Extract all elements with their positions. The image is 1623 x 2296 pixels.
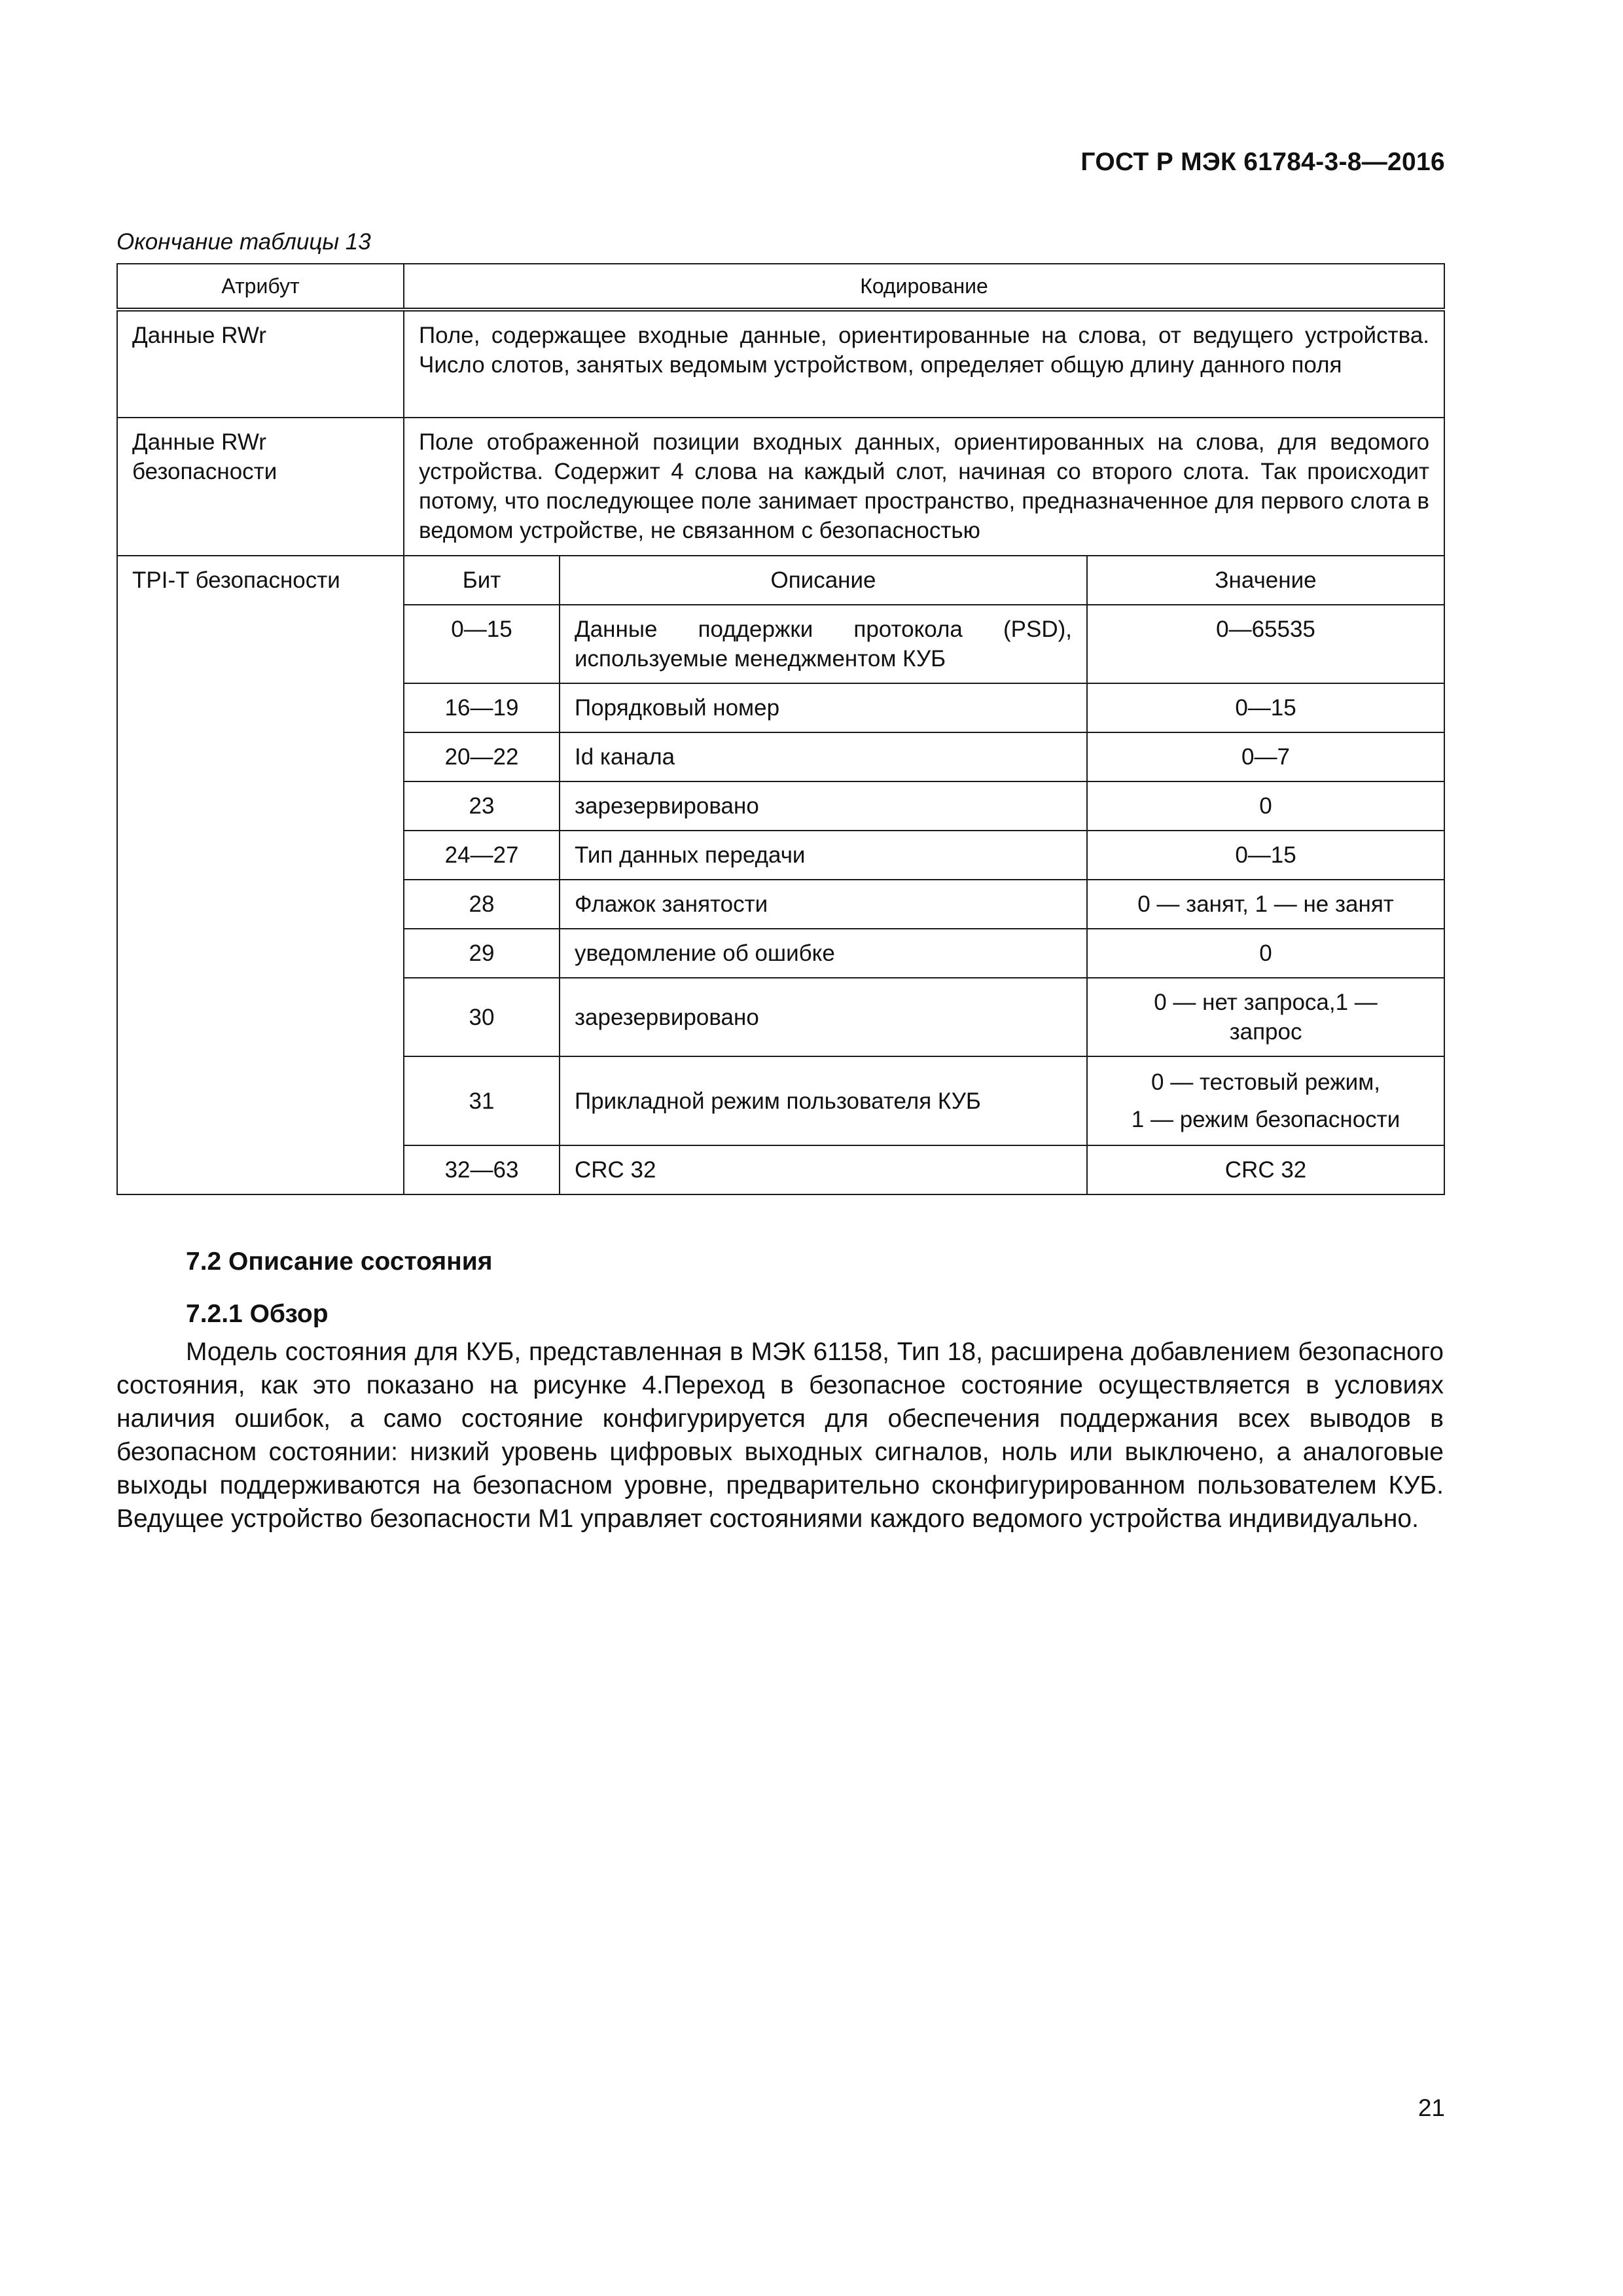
coding-cell: Поле отображенной позиции входных данных, ориентированных на слова, для ведомого устройства. Содержит 4 слова на каждый слот, начиная со второго слота. Так происходит потому, что последующее поле занимает пространство, предназначенное для первого слота в ведомом устройстве, не связанном с безопасностью <box>404 418 1444 556</box>
table-row <box>117 418 1444 556</box>
value-line: 1 — режим безопасности <box>1131 1107 1400 1132</box>
bit-cell: 23 <box>404 781 560 831</box>
bit-cell: 16—19 <box>404 683 560 732</box>
document-header: ГОСТ Р МЭК 61784-3-8—2016 <box>1080 148 1445 176</box>
value-line: 0 — тестовый режим, <box>1151 1069 1380 1095</box>
bit-cell: 31 <box>404 1056 560 1145</box>
bit-description-cell: Тип данных передачи <box>560 831 1087 880</box>
bit-cell: 32—63 <box>404 1145 560 1194</box>
attribute-cell: Данные RWr <box>117 310 404 418</box>
bit-cell: 29 <box>404 929 560 978</box>
bit-description-cell: зарезервировано <box>560 781 1087 831</box>
table-header-row <box>117 264 1444 310</box>
bit-value-cell: 0 <box>1087 929 1444 978</box>
sub-header-value: Значение <box>1087 556 1444 605</box>
attribute-cell: Данные RWr безопасности <box>117 418 404 556</box>
bit-description-cell: Данные поддержки протокола (PSD), используемые менеджментом КУБ <box>560 605 1087 683</box>
section-body-text: Модель состояния для КУБ, представленная в МЭК 61158, Тип 18, расширена добавлением безопасного состояния, как это показано на рисунке 4.Переход в безопасное состояние осуществляется в условиях наличия ошибок, а само состояние конфигурируется для обеспечения поддержания всех выводов в безопасном состоянии: низкий уровень цифровых выходных сигналов, ноль или выключено, а аналоговые выходы поддерживаются на безопасном уровне, предварительно сконфигурированном пользователем КУБ. Ведущее устройство безопасности М1 управляет состояниями каждого ведомого устройства индивидуально. <box>116 1338 1444 1533</box>
bit-value-cell: 0—7 <box>1087 732 1444 781</box>
bit-cell: 20—22 <box>404 732 560 781</box>
bit-description-cell: Порядковый номер <box>560 683 1087 732</box>
section-heading-7-2-1: 7.2.1 Обзор <box>186 1300 329 1328</box>
coding-cell: Поле, содержащее входные данные, ориентированные на слова, от ведущего устройства. Число слотов, занятых ведомым устройством, определяет общую длину данного поля <box>404 310 1444 418</box>
attribute-cell-tpi: TPI-T безопасности <box>117 556 404 1194</box>
bit-value-cell: 0 — занят, 1 — не занят <box>1087 880 1444 929</box>
sub-header-bit: Бит <box>404 556 560 605</box>
table-caption: Окончание таблицы 13 <box>116 229 371 255</box>
bit-description-cell: Id канала <box>560 732 1087 781</box>
attribute-coding-table <box>116 263 1445 1195</box>
bit-description-cell: уведомление об ошибке <box>560 929 1087 978</box>
bit-value-cell: 0—15 <box>1087 683 1444 732</box>
column-header-attribute: Атрибут <box>117 264 404 310</box>
bit-description-cell: CRC 32 <box>560 1145 1087 1194</box>
bit-value-cell: 0—15 <box>1087 831 1444 880</box>
page-number: 21 <box>1418 2094 1445 2121</box>
bit-value-cell: CRC 32 <box>1087 1145 1444 1194</box>
bit-cell: 0—15 <box>404 605 560 683</box>
bit-cell: 30 <box>404 978 560 1056</box>
bit-cell: 24—27 <box>404 831 560 880</box>
bit-value-cell <box>1087 1056 1444 1145</box>
bit-description-cell: Прикладной режим пользователя КУБ <box>560 1056 1087 1145</box>
section-heading-7-2: 7.2 Описание состояния <box>186 1247 493 1276</box>
bit-description-cell: Флажок занятости <box>560 880 1087 929</box>
tpi-header-row <box>117 556 1444 605</box>
bit-value-cell: 0 <box>1087 781 1444 831</box>
bit-cell: 28 <box>404 880 560 929</box>
sub-header-description: Описание <box>560 556 1087 605</box>
table-row <box>117 310 1444 418</box>
bit-value-cell: 0—65535 <box>1087 605 1444 683</box>
column-header-coding: Кодирование <box>404 264 1444 310</box>
bit-description-cell: зарезервировано <box>560 978 1087 1056</box>
bit-value-cell: 0 — нет запроса,1 — запрос <box>1087 978 1444 1056</box>
